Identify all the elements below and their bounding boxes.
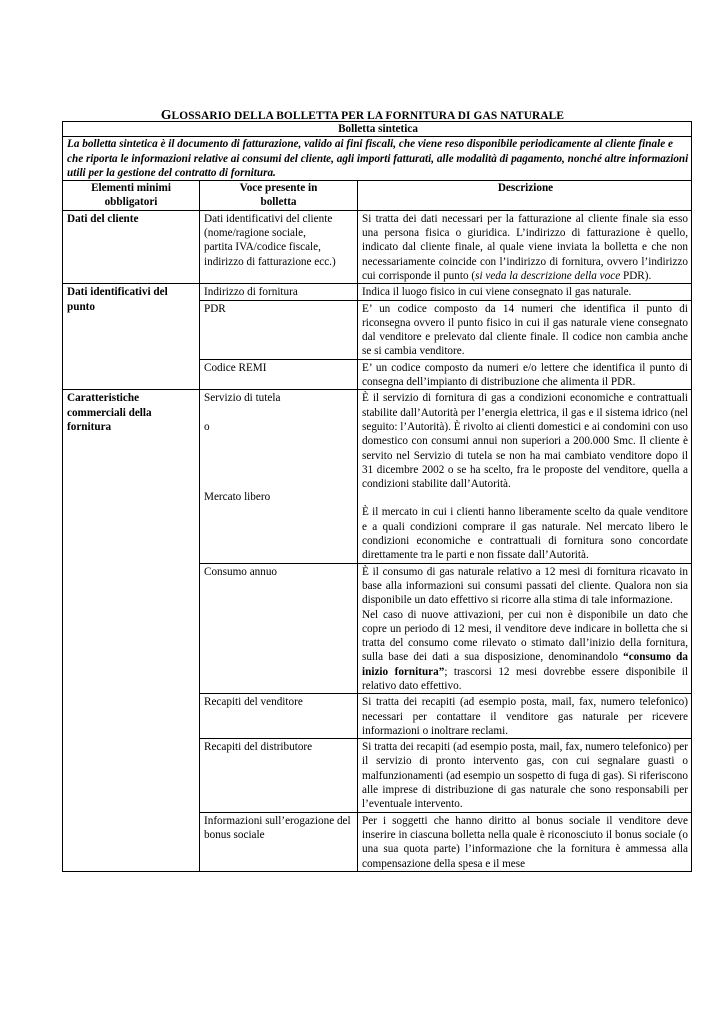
description-cell: Indica il luogo fisico in cui viene consegnato il gas naturale.	[358, 284, 692, 300]
voice-cell: Consumo annuo	[200, 563, 358, 694]
description-bold: “consumo da inizio fornitura”	[362, 651, 688, 678]
header-row	[63, 181, 692, 211]
title-initial: G	[160, 107, 172, 122]
description-cell: E’ un codice composto da 14 numeri che identifica il punto di riconsegna ovvero il punto fisico in cui il gas naturale viene consegnato dal venditore e prelevato dal cliente finale. Il codice non cambia anche se si cambia venditore.	[358, 300, 692, 359]
voice-cell: Codice REMI	[200, 359, 358, 390]
voice-cell: Recapiti del distributore	[200, 739, 358, 812]
voice-text: Mercato libero	[204, 490, 271, 503]
description-cell	[358, 210, 692, 283]
intro-text: La bolletta sintetica è il documento di fatturazione, valido ai fini fiscali, che viene reso disponibile periodicamente al cliente finale e che riporta le informazioni relative ai consumi del cliente, agli importi fatturati, alle modalità di pagamento, nonché altre informazioni utili per la gestione del contratto di fornitura.	[63, 137, 692, 181]
description-text: Si tratta dei dati necessari per la fatturazione al cliente finale sia esso una persona fisica o giuridica. L’indirizzo di fatturazione è quello, indicato dal cliente finale, al quale viene inviata la bolletta e che non necessariamente coincide con l’indirizzo di fornitura, ovvero l’indirizzo cui corrisponde il punto (	[362, 212, 688, 282]
description-cell: Per i soggetti che hanno diritto al bonus sociale il venditore deve inserire in ciascuna bolletta nella quale è riconosciuto il bonus sociale (o una sua quota parte) l’informazione che la fornitura è ammessa alla compensazione della spesa e il mese	[358, 812, 692, 871]
intro-row	[63, 137, 692, 181]
voice-cell	[200, 390, 358, 563]
table-row	[63, 390, 692, 563]
description-cell: Si tratta dei recapiti (ad esempio posta, mail, fax, numero telefonico) per il servizio di pronto intervento gas, con cui segnalare guasti o malfunzionamenti (ad esempio un sospetto di fuga di gas). Si riferiscono alle imprese di distribuzione di gas naturale che sono responsabili per l’eventuale intervento.	[358, 739, 692, 812]
glossary-table	[62, 121, 692, 872]
voice-cell: Informazioni sull’erogazione del bonus sociale	[200, 812, 358, 871]
header-description: Descrizione	[358, 181, 692, 211]
table-row	[63, 284, 692, 300]
description-text: Nel caso di nuove attivazioni, per cui non è disponibile un dato che copre un periodo di 12 mesi, il venditore deve indicare in bolletta che si tratta del consumo come rilevato o stimato dall’inizio della fornitura, sulla base dei dati a sua disposizione, denominandolo	[362, 608, 688, 664]
header-voice: Voce presente in bolletta	[200, 181, 358, 211]
section-title: Bolletta sintetica	[63, 122, 692, 137]
description-text: È il servizio di fornitura di gas a condizioni economiche e contrattuali stabilite dall’Autorità per l’energia elettrica, il gas e il sistema idrico (nel seguito: l’Autorità). È rivolto ai clienti domestici e ai condomini con uso domestico con consumi annui non superiori a 200.000 Smc. Il cliente è servito nel Servizio di tutela se non ha mai cambiato venditore dopo il 31 dicembre 2002 o se ha scelto, fra le proposte del venditore, quella a condizioni stabilite dall’Autorità.	[362, 392, 688, 491]
voice-cell: PDR	[200, 300, 358, 359]
section-title-row	[63, 122, 692, 137]
element-cell: Caratteristiche commerciali della fornitura	[63, 390, 200, 872]
title-rest: LOSSARIO DELLA BOLLETTA PER LA FORNITURA DI GAS NATURALE	[171, 110, 565, 122]
description-text: PDR).	[620, 269, 652, 282]
description-text	[362, 608, 688, 694]
element-cell: Dati del cliente	[63, 210, 200, 283]
description-cell: Si tratta dei recapiti (ad esempio posta, mail, fax, numero telefonico) necessari per contattare il venditore gas naturale per ricevere informazioni o inoltrare reclami.	[358, 694, 692, 739]
description-text: ; trascorsi 12 mesi dovrebbe essere disponibile il relativo dato effettivo.	[362, 665, 689, 692]
description-text: È il mercato in cui i clienti hanno liberamente scelto da quale venditore e a quali condizioni comprare il gas naturale. Nel mercato libero le condizioni economiche e contrattuali di fornitura sono concordate direttamente tra le parti e non fissate dall’Autorità.	[362, 506, 688, 562]
voice-cell: Recapiti del venditore	[200, 694, 358, 739]
description-cell	[358, 390, 692, 563]
table-row	[63, 210, 692, 283]
element-cell: Dati identificativi del punto	[63, 284, 200, 390]
voice-text: Servizio di tutela	[204, 392, 281, 405]
description-text: È il consumo di gas naturale relativo a 12 mesi di fornitura ricavato in base alla informazioni sui consumi passati del cliente. Qualora non sia disponibile un dato effettivo si ricorre alla stima di tale informazione.	[362, 565, 688, 607]
description-cell	[358, 563, 692, 694]
description-italic: si veda la descrizione della voce	[475, 269, 621, 282]
voice-cell: Indirizzo di fornitura	[200, 284, 358, 300]
voice-text: o	[204, 420, 210, 433]
header-elements: Elementi minimi obbligatori	[63, 181, 200, 211]
description-cell: E’ un codice composto da numeri e/o lettere che identifica il punto di consegna dell’impianto di distribuzione che alimenta il PDR.	[358, 359, 692, 390]
voice-cell: Dati identificativi del cliente (nome/ragione sociale, partita IVA/codice fiscale, indirizzo di fatturazione ecc.)	[200, 210, 358, 283]
